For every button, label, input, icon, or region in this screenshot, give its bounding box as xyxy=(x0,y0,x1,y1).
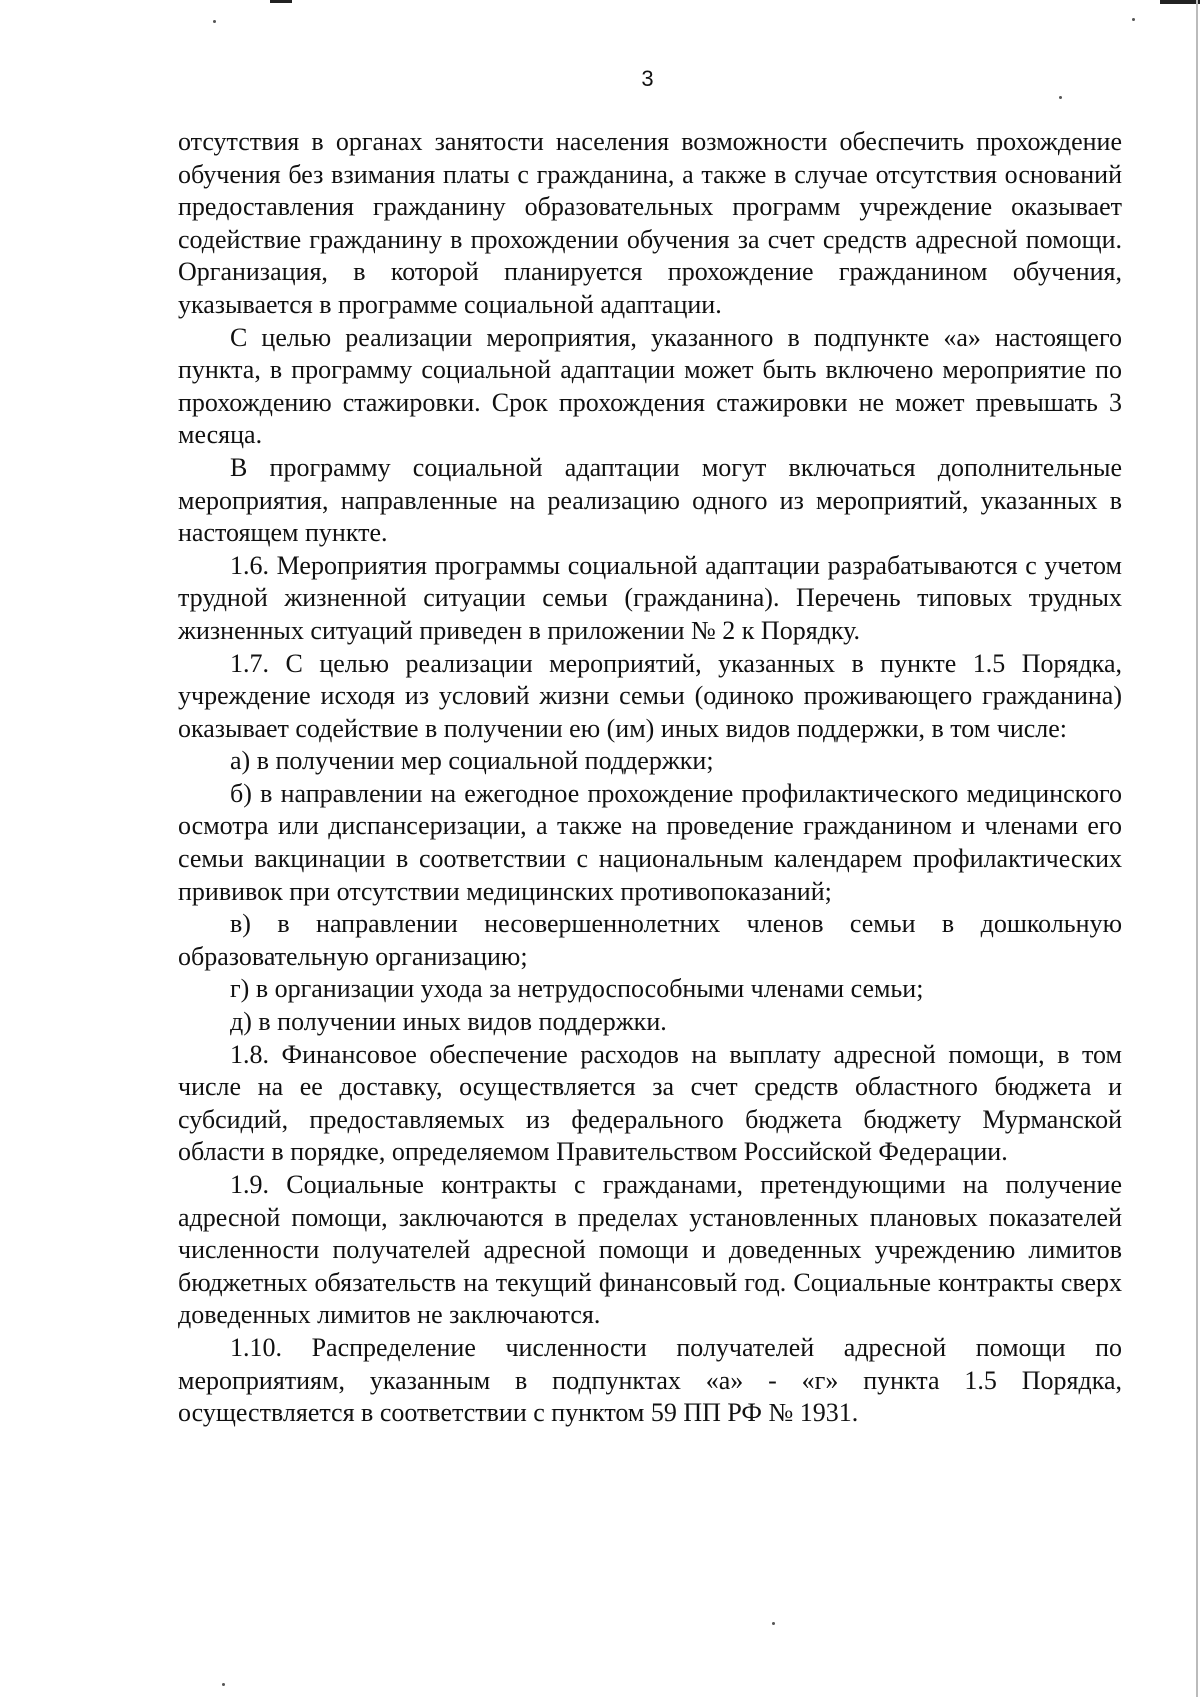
scan-speck xyxy=(213,20,216,23)
list-item: б) в направлении на ежегодное прохождение профилактического медицинского осмотра или диспансеризации, а также на проведение гражданином и членами его семьи вакцинации в соответствии с национальным календарем профилактических прививок при отсутствии медицинских противопоказаний; xyxy=(178,778,1122,906)
paragraph: 1.9. Социальные контракты с гражданами, претендующими на получение адресной помощи, заключаются в пределах установленных плановых показателей численности получателей адресной помощи и доведенных учреждению лимитов бюджетных обязательств на текущий финансовый год. Социальные контракты сверх доведенных лимитов не заключаются. xyxy=(178,1170,1122,1330)
document-body xyxy=(178,126,1122,1430)
paragraph: отсутствия в органах занятости населения возможности обеспечить прохождение обучения без взимания платы с гражданина, а также в случае отсутствия оснований предоставления гражданину образовательных программ учреждение оказывает содействие гражданину в прохождении обучения за счет средств адресной помощи. Организация, в которой планируется прохождение гражданином обучения, указывается в программе социальной адаптации. xyxy=(178,127,1122,319)
scan-speck xyxy=(1059,96,1062,99)
list-item: г) в организации ухода за нетрудоспособными членами семьи; xyxy=(230,974,924,1004)
paragraph: С целью реализации мероприятия, указанного в подпункте «а» настоящего пункта, в программу социальной адаптации может быть включено мероприятие по прохождению стажировки. Срок прохождения стажировки не может превышать 3 месяца. xyxy=(178,322,1122,450)
scan-speck xyxy=(772,1622,775,1625)
list-item: д) в получении иных видов поддержки. xyxy=(230,1007,667,1037)
paragraph: В программу социальной адаптации могут включаться дополнительные мероприятия, направленные на реализацию одного из мероприятий, указанных в настоящем пункте. xyxy=(178,452,1122,548)
paragraph: 1.7. С целью реализации мероприятий, указанных в пункте 1.5 Порядка, учреждение исходя из условий жизни семьи (одиноко проживающего гражданина) оказывает содействие в получении ею (им) иных видов поддержки, в том числе: xyxy=(178,648,1122,743)
paragraph: 1.8. Финансовое обеспечение расходов на выплату адресной помощи, в том числе на ее доставку, осуществляется за счет средств областного бюджета и субсидий, предоставляемых из федерального бюджета бюджету Мурманской области в порядке, определяемом Правительством Российской Федерации. xyxy=(178,1039,1122,1167)
list-item: в) в направлении несовершеннолетних членов семьи в дошкольную образовательную организацию; xyxy=(178,909,1122,971)
paragraph: 1.6. Мероприятия программы социальной адаптации разрабатываются с учетом трудной жизненной ситуации семьи (гражданина). Перечень типовых трудных жизненных ситуаций приведен в приложении № 2 к Порядку. xyxy=(178,550,1122,645)
page-number: 3 xyxy=(641,66,654,91)
scan-speck xyxy=(222,1683,225,1686)
list-item: а) в получении мер социальной поддержки; xyxy=(230,746,714,776)
paragraph: 1.10. Распределение численности получателей адресной помощи по мероприятиям, указанным в подпунктах «а» - «г» пункта 1.5 Порядка, осуществляется в соответствии с пунктом 59 ПП РФ № 1931. xyxy=(178,1332,1122,1428)
scan-speck xyxy=(1132,18,1135,21)
scan-artifact-top xyxy=(270,0,292,3)
scan-artifact-right-edge xyxy=(1196,0,1198,1697)
scan-artifact-top-right xyxy=(1160,0,1200,4)
